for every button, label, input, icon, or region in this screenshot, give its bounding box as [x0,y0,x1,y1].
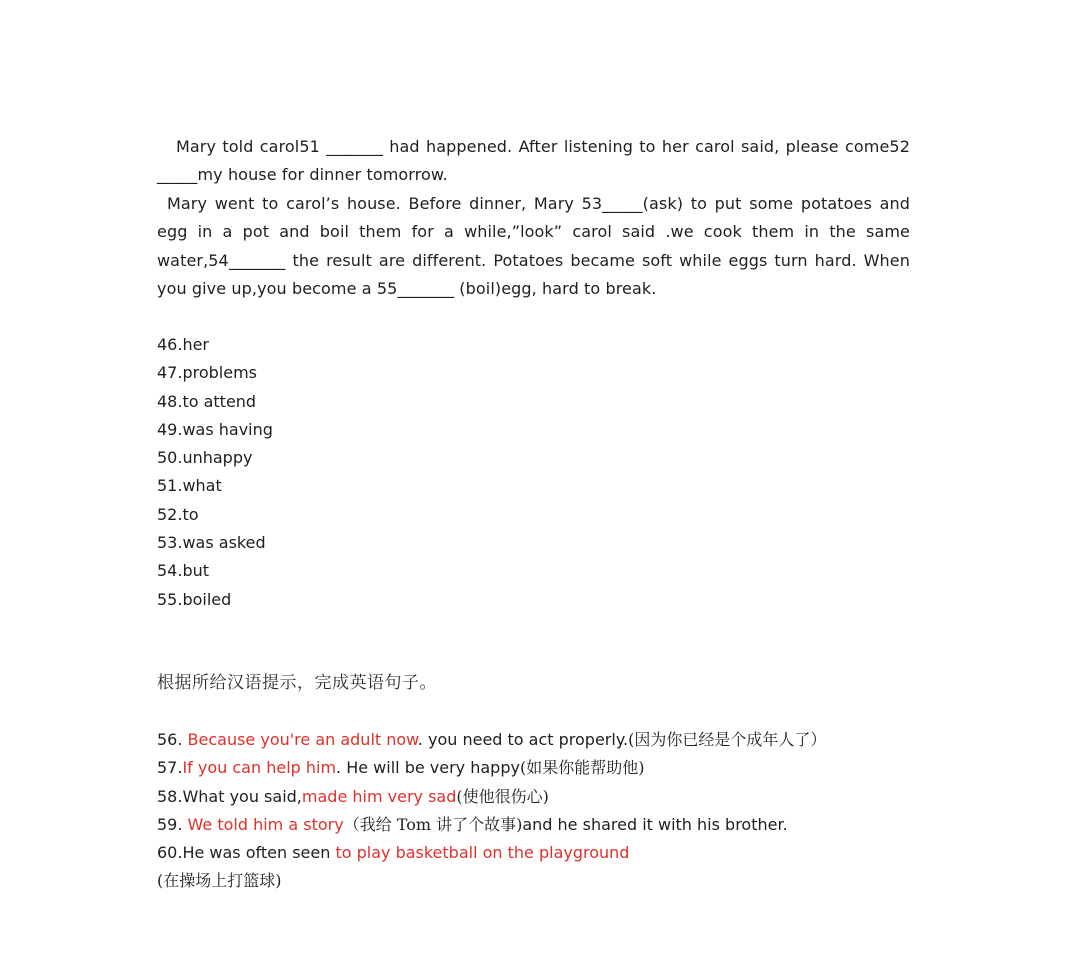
answer-item: 53.was asked [157,533,266,553]
answer-item: 52.to [157,504,199,524]
answer-item: 48.to attend [157,391,257,411]
cloze-passage [157,133,910,303]
sentence-hint: （我给 Tom 讲了个故事) [343,814,523,834]
sentence-answer: to play basketball on the playground [335,843,630,863]
answer-item: 55.boiled [157,589,232,609]
answer-item: 49.was having [157,419,273,439]
sentence-hint: (在操场上打篮球) [157,871,282,891]
answer-item: 51.what [157,476,222,496]
sentence-57 [157,754,826,782]
sentence-60 [157,839,826,867]
sentence-hint: (如果你能帮助他) [519,758,645,778]
sentence-prefix: 56. [157,730,188,749]
section-instruction: 根据所给汉语提示，完成英语句子。 [157,673,437,693]
passage-paragraph-2: Mary went to carol’s house. Before dinner, Mary 53_____(ask) to put some potatoes and egg in a pot and boil them for a while,”look” carol said .we cook them in the same water,54_______ the result are different. Potatoes became soft while eggs turn hard. When you give up,you become a 55_______ (boil)egg, hard to break. [157,193,910,299]
sentence-60-hint [157,867,826,895]
sentence-56 [157,726,826,754]
sentence-58 [157,783,826,811]
sentence-answer: We told him a story [187,814,344,834]
answer-item: 47.problems [157,363,257,383]
sentence-hint: (使他很伤心) [456,786,549,806]
sentence-59 [157,811,826,839]
sentence-answer: made him very sad [301,786,457,806]
sentence-prefix: 60.He was often seen [157,843,336,863]
sentence-hint: (因为你已经是个成年人了） [628,730,827,749]
passage-paragraph-1: Mary told carol51 _______ had happened. After listening to her carol said, please come52 _____my house for dinner tomorrow. [157,137,910,185]
sentence-answer: Because you're an adult now [187,730,418,749]
sentence-rest: . He will be very happy [336,758,520,778]
sentence-rest: . you need to act properly. [417,730,629,749]
translation-sentences [157,726,826,896]
answer-item: 54.but [157,561,210,581]
answer-key-list [157,331,273,614]
sentence-prefix: 57. [157,758,183,778]
answer-item: 46.her [157,335,210,354]
sentence-rest: and he shared it with his brother. [522,814,788,834]
sentence-answer: If you can help him [182,758,337,778]
answer-item: 50.unhappy [157,448,253,468]
sentence-prefix: 58.What you said, [157,786,302,806]
sentence-prefix: 59. [157,814,188,834]
